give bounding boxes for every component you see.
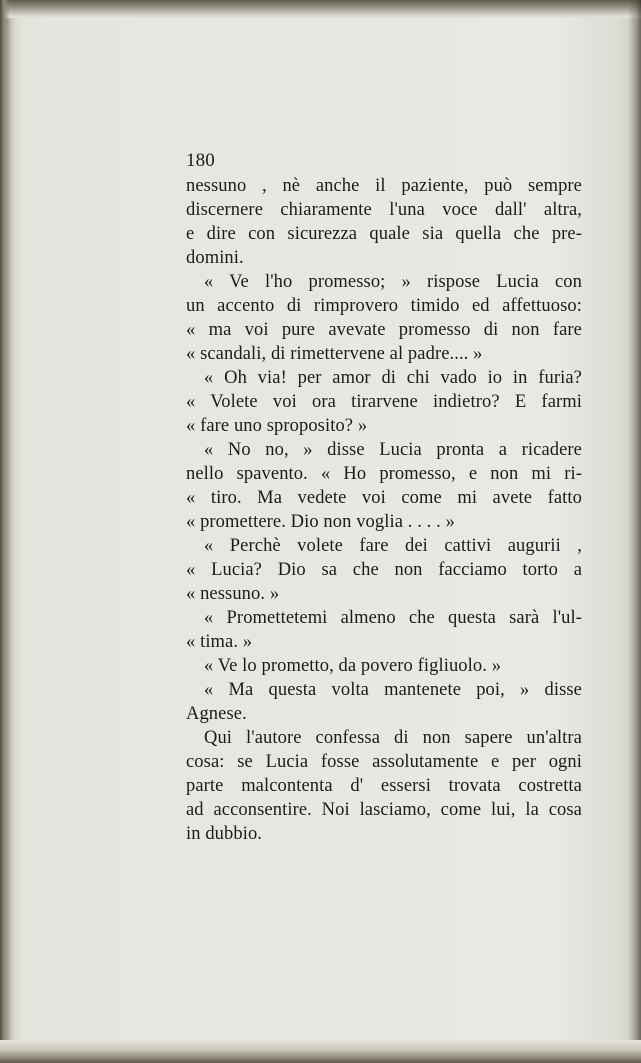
text-line: parte malcontenta d' essersi trovata costretta (186, 776, 582, 796)
text-line: nello spavento. « Ho promesso, e non mi ri- (186, 464, 582, 484)
text-line: cosa: se Lucia fosse assolutamente e per ogni (186, 752, 582, 772)
page-edge-left (0, 0, 10, 1063)
text-line: ad acconsentire. Noi lasciamo, come lui, la cosa (186, 800, 582, 820)
page-number: 180 (186, 150, 215, 171)
text-line: discernere chiaramente l'una voce dall' altra, (186, 200, 582, 220)
text-line: « Ma questa volta mantenete poi, » disse (204, 680, 582, 700)
text-line: « Perchè volete fare dei cattivi augurii , (204, 536, 582, 556)
text-lines (186, 174, 582, 846)
text-line: « ma voi pure avevate promesso di non fare (186, 320, 582, 340)
text-line: « Ve l'ho promesso; » rispose Lucia con (204, 272, 582, 292)
page-edge-right (628, 0, 641, 1063)
text-line: in dubbio. (186, 824, 263, 844)
text-line: « Ve lo prometto, da povero figliuolo. » (204, 656, 502, 676)
text-line: « scandali, di rimettervene al padre.... » (186, 344, 483, 364)
text-line: « No no, » disse Lucia pronta a ricadere (204, 440, 582, 460)
text-line: « Lucia? Dio sa che non facciamo torto a (186, 560, 582, 580)
text-line: « nessuno. » (186, 584, 280, 604)
text-line: « fare uno sproposito? » (186, 416, 368, 436)
text-line: Qui l'autore confessa di non sapere un'altra (204, 728, 582, 748)
text-line: « Oh via! per amor di chi vado io in furia? (204, 368, 582, 388)
text-line: « tima. » (186, 632, 253, 652)
text-line: un accento di rimprovero timido ed affettuoso: (186, 296, 582, 316)
body-text (186, 148, 582, 846)
text-line: « Promettetemi almeno che questa sarà l'ul- (204, 608, 582, 628)
text-line: nessuno , nè anche il paziente, può sempre (186, 176, 582, 196)
text-line: « promettere. Dio non voglia . . . . » (186, 512, 455, 532)
page-edge-bottom (0, 1040, 641, 1063)
page-edge-top (0, 0, 641, 18)
text-line: « Volete voi ora tirarvene indietro? E farmi (186, 392, 582, 412)
text-line: domini. (186, 248, 244, 268)
text-line: Agnese. (186, 704, 247, 724)
text-line: « tiro. Ma vedete voi come mi avete fatto (186, 488, 582, 508)
text-line: e dire con sicurezza quale sia quella che pre- (186, 224, 582, 244)
